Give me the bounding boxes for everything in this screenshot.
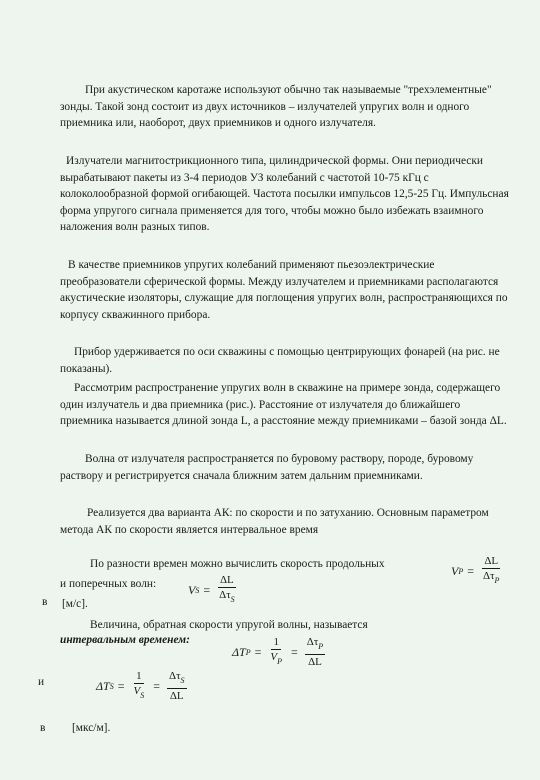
formula-delta-tp: ΔT P = $\frac{1}{V_P}$ = $\frac{\Delta\tau_P}{\Delta L}$	[232, 636, 324, 668]
paragraph-probes: При акустическом каротаже используют обычно так называемые "трехэлементные" зонды. Такой зонд состоит из двух источников – излучателей упругих волн и одного приемника или, наоборот, двух приемников и одного излучателя.	[60, 84, 492, 130]
unit-mcs-per-m: [мкс/м].	[72, 722, 111, 734]
formula-vp: V P = $\frac{\Delta L}{\Delta\tau_P}$	[451, 555, 500, 585]
formula-delta-ts: ΔT S = $\frac{1}{V_S}$ = $\frac{\Delta\tau_S}{\Delta L}$	[96, 670, 185, 702]
paragraph-wave-path: Волна от излучателя распространяется по буровому раствору, породе, буровому раствору и регистрируется сначала ближним затем дальним приемниками.	[60, 453, 474, 482]
paragraph-centering: Прибор удерживается по оси скважины с помощью центрирующих фонарей (на рис. не показаны).	[60, 346, 500, 375]
margin-letter-i: и	[38, 676, 45, 688]
paragraph-probe-length: Рассмотрим распространение упругих волн в скважине на примере зонда, содержащего один излучатель и два приемника (рис.). Расстояние от излучателя до ближайшего приемника называется длиной зонда L, а расстояние между приемниками – базой зонда ΔL.	[60, 382, 507, 428]
formula-vs: V S = $\frac{\Delta L}{\Delta\tau_S}$	[188, 574, 235, 604]
paragraph-velocity-shear: и поперечных волн:	[60, 578, 157, 590]
paragraph-emitters: Излучатели магнитострикционного типа, цилиндрической формы. Они периодически вырабатывают пакеты из 3-4 периодов УЗ колебаний с частотой 10-75 кГц с колоколообразной формой огибающей. Частота посылки импульсов 12,5-25 Гц. Импульсная форма упругого сигнала применяется для того, чтобы можно было избежать взаимного наложения волн разных типов.	[60, 155, 509, 234]
paragraph-interval-time: Величина, обратная скорости упругой волны, называется	[90, 619, 368, 631]
paragraph-velocity: По разности времен можно вычислить скорость продольных	[90, 558, 385, 570]
margin-letter-v: в	[42, 596, 48, 608]
unit-ms: [м/с].	[62, 598, 88, 610]
formula-vp-lhs: V	[451, 563, 459, 578]
paragraph-variants: Реализуется два варианта АК: по скорости и по затуханию. Основным параметром метода АК по скорости является интервальное время	[60, 507, 489, 536]
interval-time-term: интервальным временем:	[60, 634, 190, 646]
paragraph-receivers: В качестве приемников упругих колебаний применяют пьезоэлектрические преобразователи сферической формы. Между излучателем и приемниками располагаются акустические изоляторы, служащие для поглощения упругих волн, распространяющихся по корпусу скважинного прибора.	[60, 259, 508, 321]
margin-letter-v-2: в	[40, 722, 46, 734]
